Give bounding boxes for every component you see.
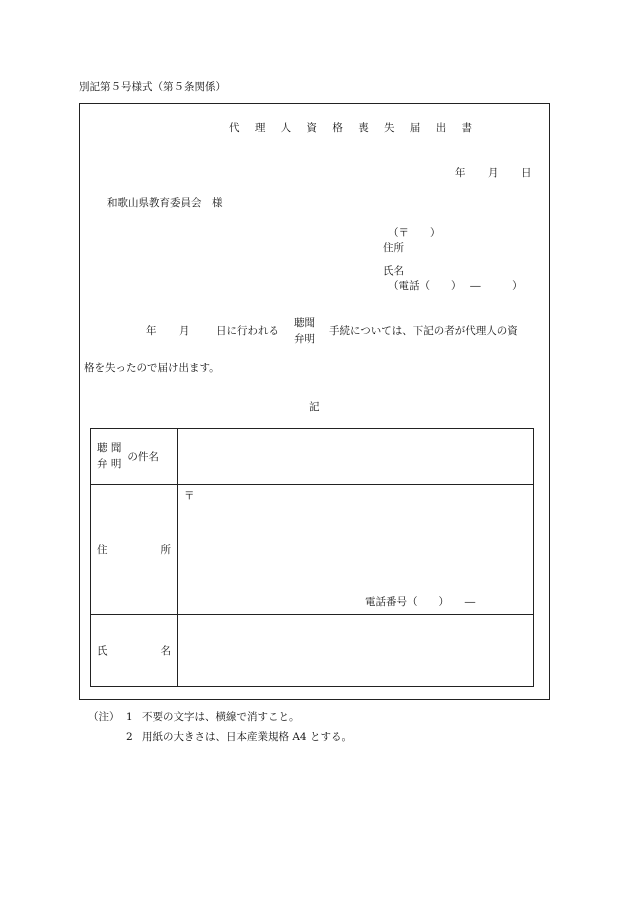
addressee: 和歌山県教育委員会 様 xyxy=(107,197,223,209)
table-phone-line: 電話番号（ ） ― xyxy=(365,596,476,608)
name-label-1: 氏 xyxy=(97,645,108,657)
case-row xyxy=(91,429,534,485)
proc-type-bottom: 弁明 xyxy=(294,333,315,345)
case-type-top: 聴 聞 xyxy=(97,442,122,455)
date-year: 年 xyxy=(455,167,466,179)
address-label-cell xyxy=(91,485,178,615)
body-year: 年 xyxy=(146,325,157,337)
notes-heading: （注） xyxy=(88,711,120,723)
date-month: 月 xyxy=(488,167,499,179)
form-number: 別記第５号様式（第５条関係） xyxy=(79,81,226,93)
name-label-2: 名 xyxy=(160,645,171,657)
body-day-held: 日に行われる xyxy=(216,325,279,337)
sender-address-label: 住所 xyxy=(383,242,404,254)
case-label-cell xyxy=(91,429,178,485)
body-month: 月 xyxy=(179,325,190,337)
note-1-number: 1 xyxy=(126,711,133,723)
name-label-cell xyxy=(91,615,178,687)
body-text-line-2: 格を失ったので届け出ます。 xyxy=(84,362,220,374)
sender-postal: （〒 ） xyxy=(388,227,441,239)
address-label-1: 住 xyxy=(97,544,108,556)
proc-type-top: 聴聞 xyxy=(294,317,315,329)
ki-heading: 記 xyxy=(309,401,320,413)
sender-phone: （電話（ ） ― ） xyxy=(388,280,523,292)
case-suffix: の件名 xyxy=(127,451,159,463)
case-value-cell xyxy=(178,429,534,485)
address-label-2: 所 xyxy=(160,544,171,556)
case-type-stack xyxy=(97,441,121,471)
case-type-bottom: 弁 明 xyxy=(97,457,122,470)
address-row xyxy=(91,485,534,615)
detail-table xyxy=(90,428,534,687)
address-value-cell xyxy=(178,485,534,615)
note-2-text: 用紙の大きさは、日本産業規格 A4 とする。 xyxy=(142,731,352,743)
postal-mark: 〒 xyxy=(184,490,195,502)
body-text-line-1: 手続については、下記の者が代理人の資 xyxy=(329,325,518,337)
note-1-text: 不要の文字は、横線で消すこと。 xyxy=(142,711,300,723)
note-2-number: 2 xyxy=(126,731,133,743)
date-day: 日 xyxy=(521,167,532,179)
sender-name-label: 氏名 xyxy=(383,265,404,277)
name-row xyxy=(91,615,534,687)
name-value-cell xyxy=(178,615,534,687)
document-title: 代 理 人 資 格 喪 失 届 出 書 xyxy=(229,122,479,134)
